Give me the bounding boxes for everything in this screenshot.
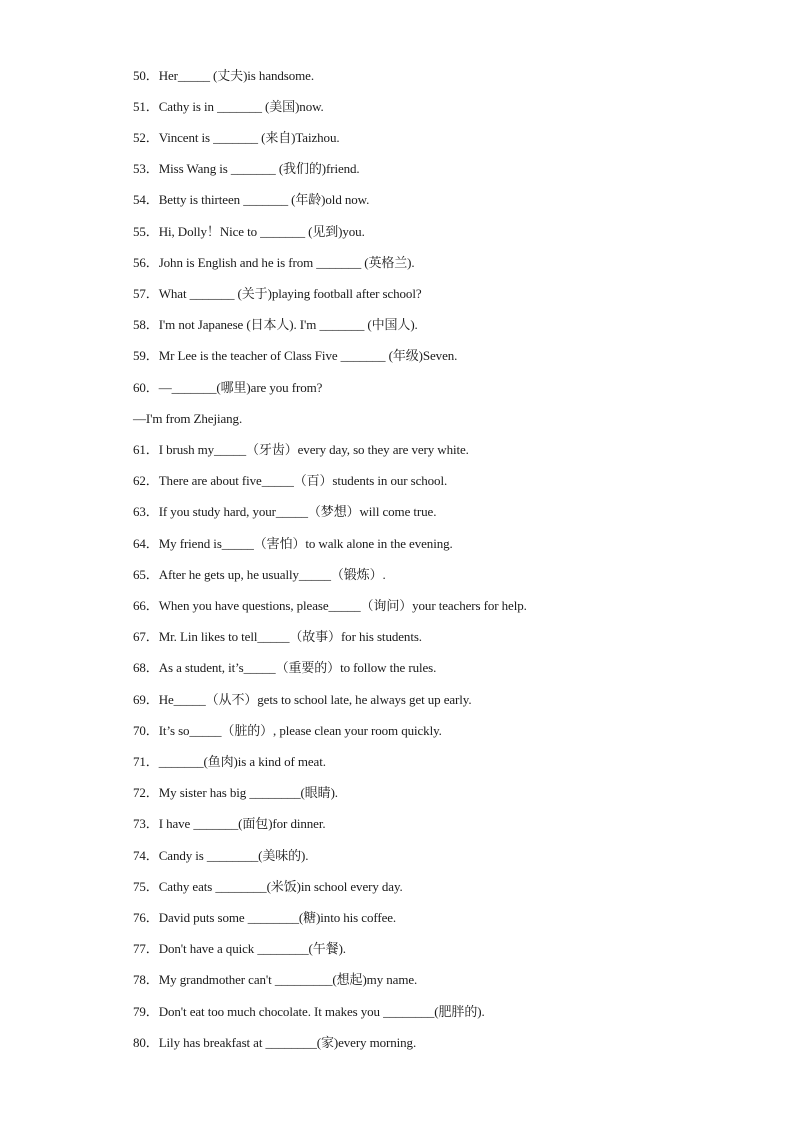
question-line — [133, 317, 418, 333]
question-text: Betty is thirteen _______ (年龄)old now. — [158, 192, 370, 207]
question-text: Candy is ________(美味的). — [158, 848, 309, 863]
question-number: 73． — [133, 816, 159, 831]
question-line — [133, 348, 457, 364]
question-text: My grandmother can't _________(想起)my name. — [158, 972, 418, 987]
question-number: 75． — [133, 879, 159, 894]
question-text: My sister has big ________(眼睛). — [158, 785, 338, 800]
question-text: Her_____ (丈夫)is handsome. — [158, 68, 314, 83]
question-line — [133, 442, 469, 458]
question-number: 65． — [133, 567, 159, 582]
question-number: 58． — [133, 317, 159, 332]
question-text: Lily has breakfast at ________(家)every morning. — [158, 1035, 417, 1050]
question-number: 77． — [133, 941, 159, 956]
answer-line — [133, 411, 242, 427]
question-text: Cathy eats ________(米饭)in school every day. — [158, 879, 403, 894]
question-text: I'm not Japanese (日本人). I'm _______ (中国人). — [158, 317, 418, 332]
question-line — [133, 754, 326, 770]
question-line — [133, 848, 308, 864]
question-number: 52． — [133, 130, 159, 145]
question-text: Hi, Dolly！Nice to _______ (见到)you. — [158, 224, 365, 239]
question-number: 72． — [133, 785, 159, 800]
question-line — [133, 68, 314, 84]
question-text: After he gets up, he usually_____（锻炼）. — [158, 567, 386, 582]
question-line — [133, 660, 436, 676]
question-text: He_____（从不）gets to school late, he always get up early. — [158, 692, 472, 707]
question-line — [133, 598, 527, 614]
question-line — [133, 99, 324, 115]
question-number: 79． — [133, 1004, 159, 1019]
question-number: 51． — [133, 99, 159, 114]
question-text: John is English and he is from _______ (英格兰). — [158, 255, 415, 270]
question-text: Vincent is _______ (来自)Taizhou. — [158, 130, 340, 145]
question-number: 71． — [133, 754, 159, 769]
question-text: —I'm from Zhejiang. — [133, 411, 243, 426]
question-number: 59． — [133, 348, 159, 363]
question-line — [133, 692, 472, 708]
question-text: It’s so_____（脏的）, please clean your room quickly. — [158, 723, 442, 738]
question-text: When you have questions, please_____（询问）your teachers for help. — [158, 598, 527, 613]
question-text: Miss Wang is _______ (我们的)friend. — [158, 161, 360, 176]
question-text: If you study hard, your_____（梦想）will come true. — [158, 504, 437, 519]
question-line — [133, 629, 422, 645]
question-text: Mr. Lin likes to tell_____（故事）for his students. — [158, 629, 422, 644]
question-number: 67． — [133, 629, 159, 644]
question-line — [133, 879, 403, 895]
question-text: I brush my_____（牙齿）every day, so they are very white. — [158, 442, 469, 457]
question-number: 50． — [133, 68, 159, 83]
question-line — [133, 504, 436, 520]
question-text: Cathy is in _______ (美国)now. — [158, 99, 324, 114]
question-text: As a student, it’s_____（重要的）to follow the rules. — [158, 660, 437, 675]
question-text: Don't have a quick ________(午餐). — [158, 941, 346, 956]
question-number: 74． — [133, 848, 159, 863]
question-number: 53． — [133, 161, 159, 176]
question-line — [133, 941, 346, 957]
question-text: What _______ (关于)playing football after school? — [158, 286, 422, 301]
question-line — [133, 785, 338, 801]
question-number: 69． — [133, 692, 159, 707]
question-number: 68． — [133, 660, 159, 675]
question-line — [133, 224, 365, 240]
question-line — [133, 255, 415, 271]
question-number: 70． — [133, 723, 159, 738]
question-line — [133, 723, 442, 739]
question-line — [133, 192, 369, 208]
question-line — [133, 972, 417, 988]
question-text: Don't eat too much chocolate. It makes you ________(肥胖的). — [158, 1004, 485, 1019]
question-number: 80． — [133, 1035, 159, 1050]
question-text: My friend is_____（害怕）to walk alone in the evening. — [158, 536, 453, 551]
question-number: 55． — [133, 224, 159, 239]
question-text: I have _______(面包)for dinner. — [158, 816, 326, 831]
question-text: There are about five_____（百）students in our school. — [158, 473, 448, 488]
question-number: 64． — [133, 536, 159, 551]
question-number: 76． — [133, 910, 159, 925]
question-line — [133, 536, 453, 552]
question-line — [133, 130, 340, 146]
question-number: 62． — [133, 473, 159, 488]
question-number: 63． — [133, 504, 159, 519]
question-text: Mr Lee is the teacher of Class Five _______ (年级)Seven. — [158, 348, 458, 363]
question-number: 54． — [133, 192, 159, 207]
question-line — [133, 1004, 485, 1020]
question-number: 56． — [133, 255, 159, 270]
question-number: 61． — [133, 442, 159, 457]
question-line — [133, 380, 322, 396]
question-text: _______(鱼肉)is a kind of meat. — [158, 754, 326, 769]
question-line — [133, 286, 422, 302]
question-text: —_______(哪里)are you from? — [158, 380, 323, 395]
question-text: David puts some ________(糖)into his coffee. — [158, 910, 397, 925]
question-line — [133, 473, 447, 489]
question-number: 78． — [133, 972, 159, 987]
question-line — [133, 567, 386, 583]
question-line — [133, 816, 325, 832]
question-line — [133, 161, 360, 177]
question-number: 60． — [133, 380, 159, 395]
question-line — [133, 910, 396, 926]
question-line — [133, 1035, 416, 1051]
question-number: 66． — [133, 598, 159, 613]
question-number: 57． — [133, 286, 159, 301]
